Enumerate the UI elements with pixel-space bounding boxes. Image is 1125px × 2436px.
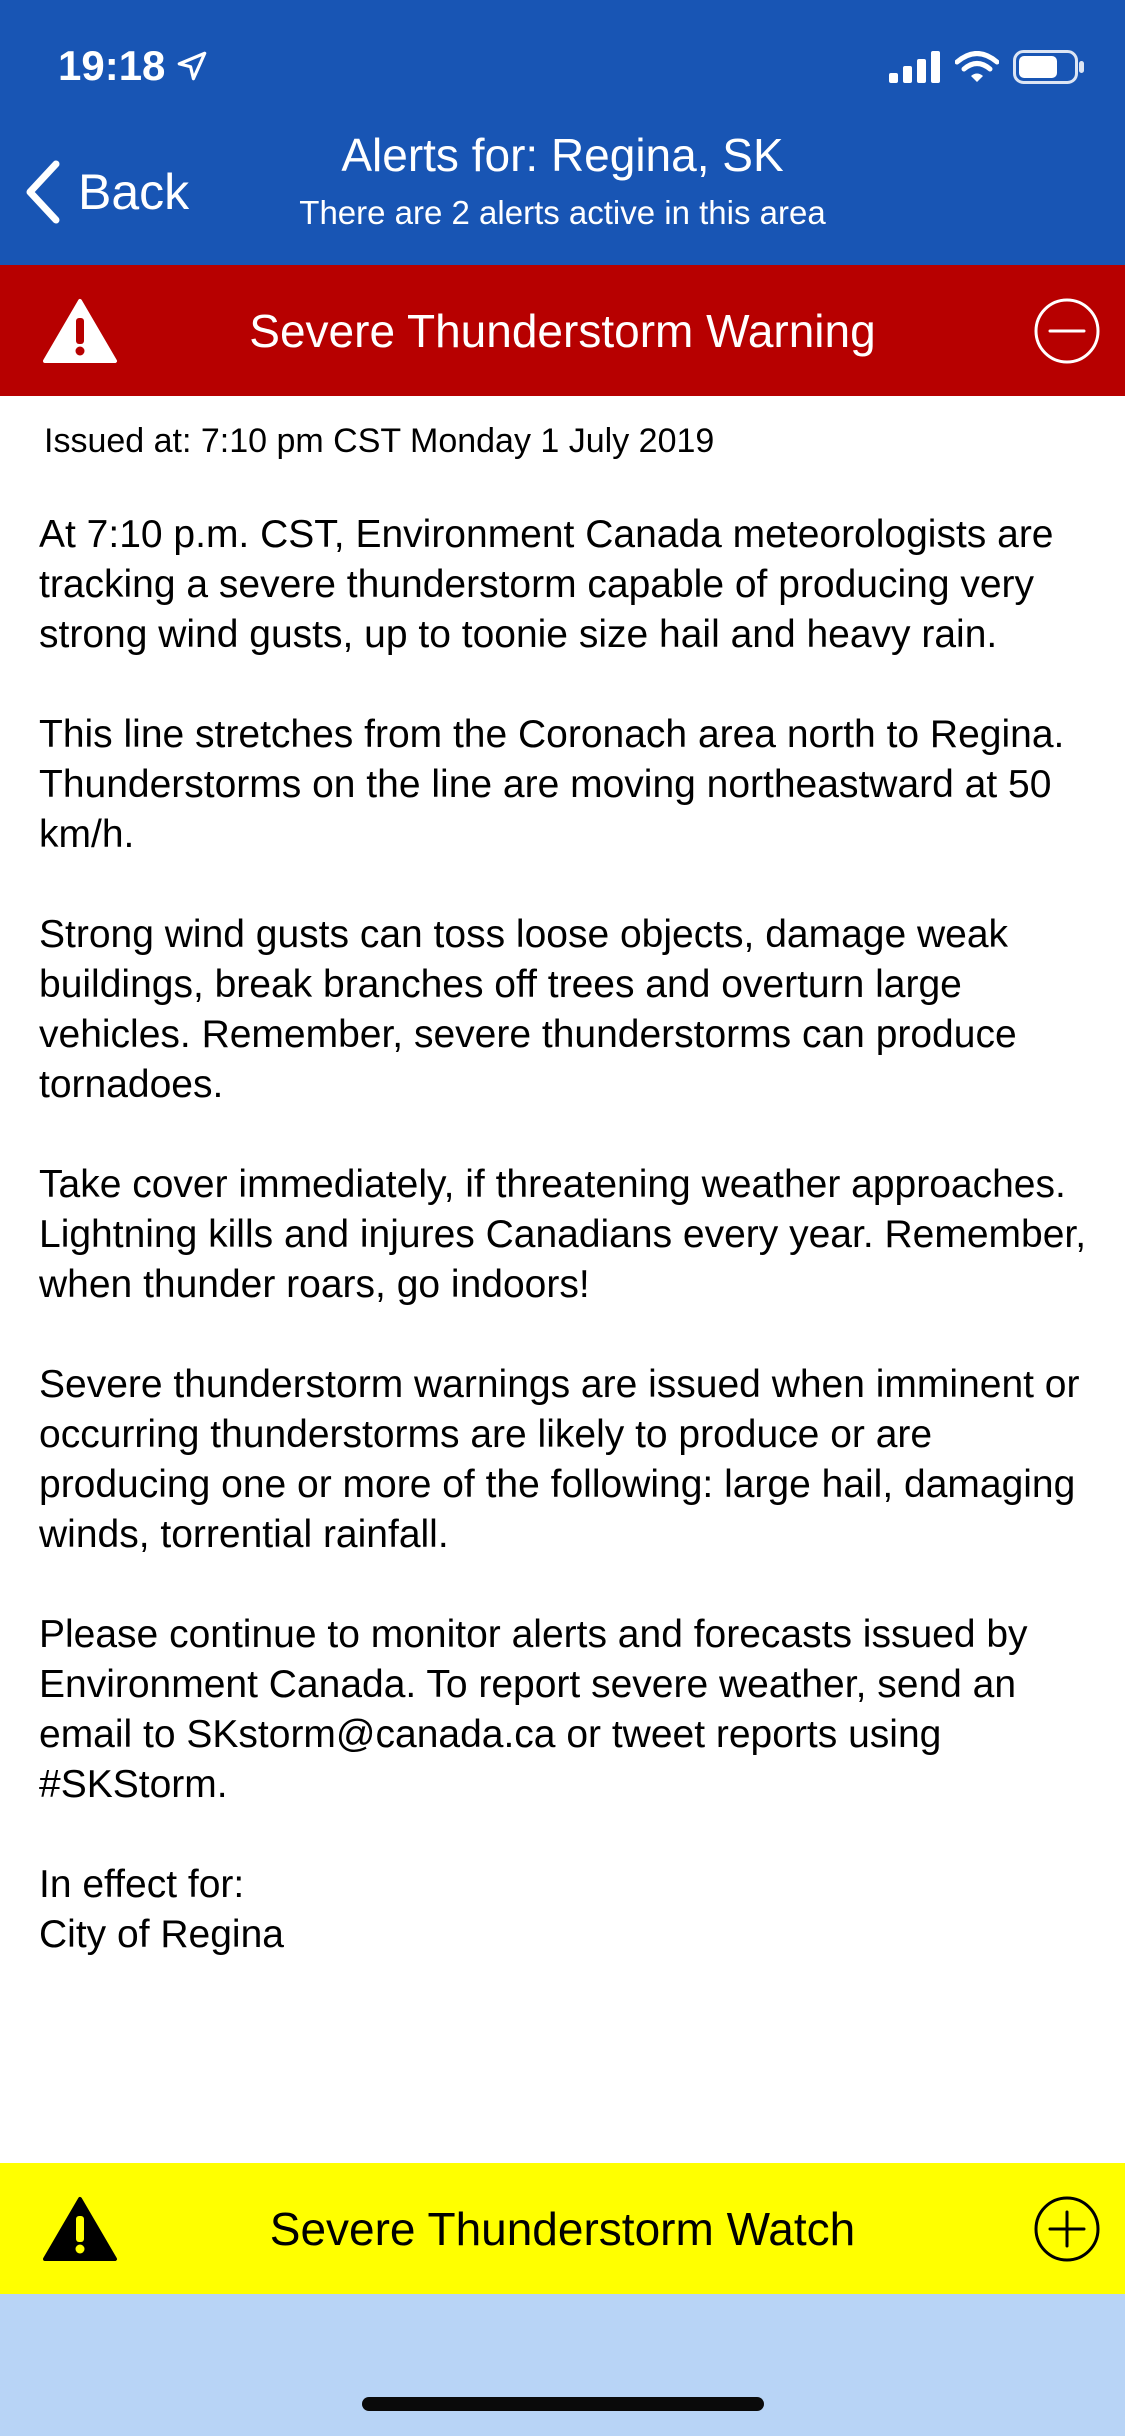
collapse-minus-icon[interactable] — [1033, 297, 1101, 365]
cellular-signal-icon — [889, 51, 941, 83]
expand-plus-icon[interactable] — [1033, 2195, 1101, 2263]
page-subtitle: There are 2 alerts active in this area — [299, 194, 826, 231]
alert-title-watch: Severe Thunderstorm Watch — [269, 2202, 856, 2255]
wifi-icon — [955, 51, 999, 83]
warning-triangle-icon — [42, 298, 118, 364]
warning-triangle-icon — [42, 2196, 118, 2262]
nav-header — [0, 0, 1125, 265]
effect-label: In effect for: — [39, 1863, 245, 1906]
alert-paragraph: Take cover immediately, if threatening weather approaches. Lightning kills and injures Canadians every year. Remember, when thunder roars, go indoors! — [39, 1163, 1087, 1306]
back-button-label: Back — [78, 164, 190, 220]
alert-paragraph: This line stretches from the Coronach area north to Regina. Thunderstorms on the line are moving northeastward at 50 km/h. — [39, 713, 1065, 856]
page-title: Alerts for: Regina, SK — [341, 129, 784, 181]
status-bar-time-group — [58, 42, 209, 90]
location-arrow-icon — [175, 49, 209, 83]
bottom-background — [0, 2294, 1125, 2436]
home-indicator[interactable] — [362, 2397, 764, 2411]
status-bar-icons — [889, 50, 1085, 84]
alert-header-warning[interactable] — [0, 265, 1125, 396]
alert-body — [39, 510, 1099, 1960]
alert-header-watch[interactable] — [0, 2163, 1125, 2294]
battery-icon — [1013, 50, 1085, 84]
alert-paragraph: Severe thunderstorm warnings are issued when imminent or occurring thunderstorms are likely to produce or are producing one or more of the following: large hail, damaging winds, torrential rainfall. — [39, 1363, 1080, 1556]
alert-paragraph: Strong wind gusts can toss loose objects, damage weak buildings, break branches off trees and overturn large vehicles. Remember, severe thunderstorms can produce tornadoes. — [39, 913, 1017, 1106]
issued-timestamp: Issued at: 7:10 pm CST Monday 1 July 2019 — [44, 422, 715, 460]
alert-title-warning: Severe Thunderstorm Warning — [249, 304, 876, 357]
effect-area: City of Regina — [39, 1913, 284, 1956]
alert-paragraph: At 7:10 p.m. CST, Environment Canada meteorologists are tracking a severe thunderstorm capable of producing very strong wind gusts, up to toonie size hail and heavy rain. — [39, 513, 1054, 656]
status-time: 19:18 — [58, 42, 166, 89]
alert-paragraph: Please continue to monitor alerts and forecasts issued by Environment Canada. To report severe weather, send an email to SKstorm@canada.ca or tweet reports using #SKStorm. — [39, 1613, 1028, 1806]
